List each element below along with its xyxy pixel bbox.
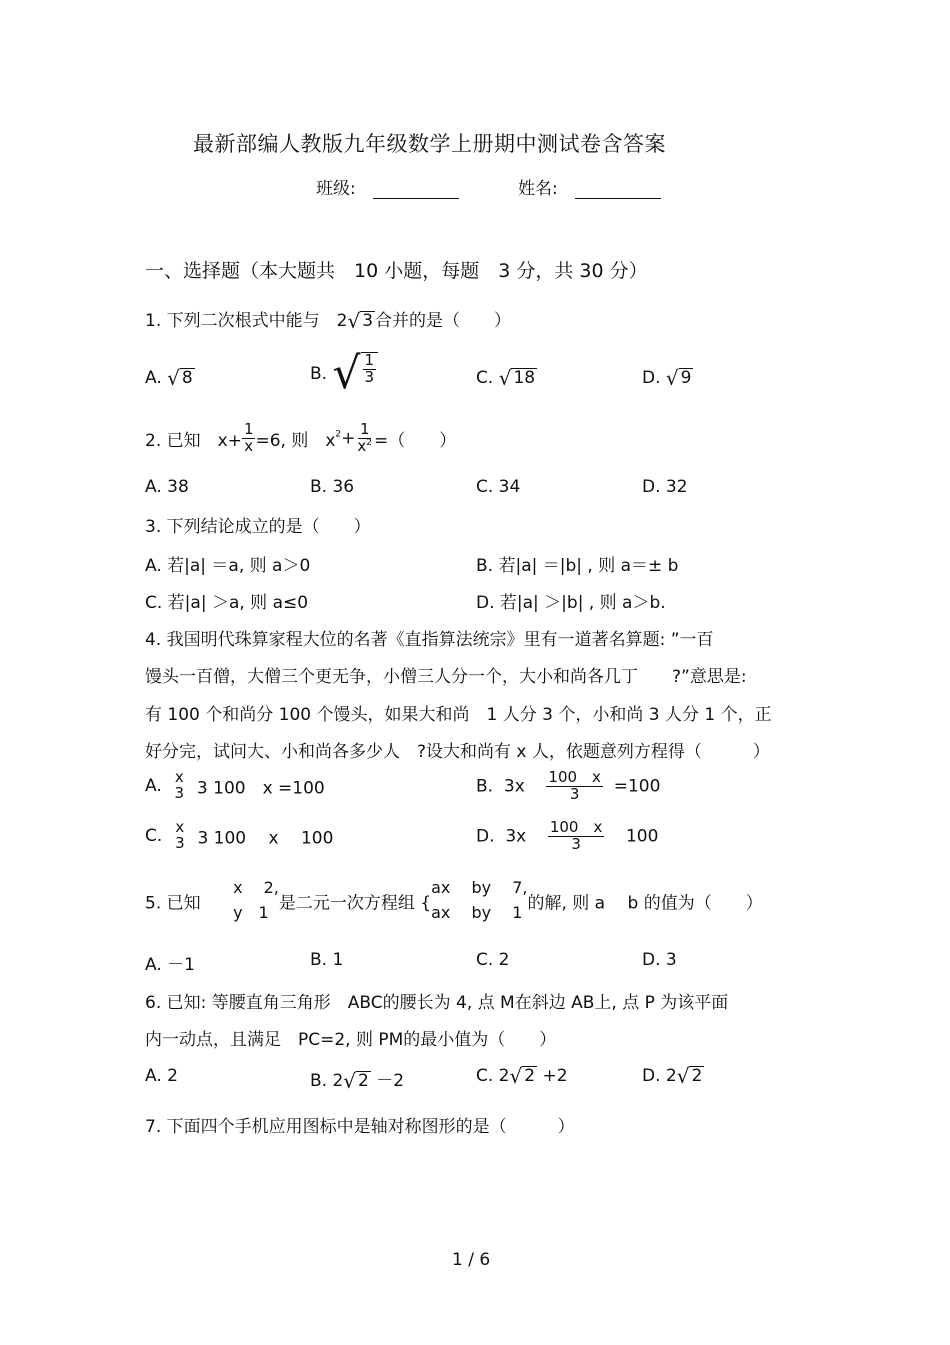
name-label: 姓名:	[518, 179, 558, 199]
q4-option-a: A. x 3 3 100 x =100	[145, 768, 325, 802]
page-number: 1 / 6	[452, 1250, 491, 1270]
question-3: 3. 下列结论成立的是（ ）	[145, 517, 371, 537]
name-blank	[575, 180, 661, 199]
sqrt-expr: √ 3	[347, 309, 374, 333]
q5-option-c: C. 2	[476, 950, 510, 970]
q6-option-c: C. 2 √ 2 +2	[476, 1064, 568, 1088]
q6-option-d: D. 2 √ 2	[642, 1064, 703, 1088]
q3-option-a: A. 若|a| ＝a, 则 a＞0	[145, 556, 311, 576]
question-4-line-2: 馒头一百僧，大僧三个更无争，小僧三人分一个，大小和尚各几丁 ?”意思是:	[145, 667, 747, 687]
question-7: 7. 下面四个手机应用图标中是轴对称图形的是（ ）	[145, 1117, 575, 1137]
class-blank	[373, 180, 459, 199]
q1-option-a: A. √ 8	[145, 366, 193, 390]
q3-option-c: C. 若|a| ＞a, 则 a≤0	[145, 593, 309, 613]
q5-option-a: A. －1	[145, 955, 195, 975]
q2-option-d: D. 32	[642, 477, 688, 497]
q2-option-b: B. 36	[310, 477, 355, 497]
section-heading: 一、选择题（本大题共 10 小题，每题 3 分，共 30 分）	[145, 260, 648, 282]
q6-option-b: B. 2 √ 2 －2	[310, 1069, 405, 1093]
q2-option-a: A. 38	[145, 477, 189, 497]
question-6-line-2: 内一动点，且满足 PC=2, 则 PM的最小值为（ ）	[145, 1030, 557, 1050]
question-6-line-1: 6. 已知: 等腰直角三角形 ABC的腰长为 4, 点 M在斜边 AB上, 点 P 为该平面	[145, 993, 729, 1013]
q1-option-c: C. √ 18	[476, 366, 536, 390]
question-1	[145, 306, 511, 331]
q3-option-d: D. 若|a| ＞|b| , 则 a＞b.	[476, 593, 666, 613]
q3-option-b: B. 若|a| ＝|b| , 则 a＝± b	[476, 556, 679, 576]
q1-option-b: B. √ $\frac{1}{3}$	[310, 352, 378, 396]
class-field	[316, 174, 459, 199]
q5-option-b: B. 1	[310, 950, 344, 970]
question-4-line-1: 4. 我国明代珠算家程大位的名著《直指算法统宗》里有一道著名算题: ”一百	[145, 630, 714, 650]
page-title: 最新部编人教版九年级数学上册期中测试卷含答案	[193, 132, 666, 156]
question-4-line-4: 好分完，试问大、小和尚各多少人 ?设大和尚有 x 人，依题意列方程得（ ）	[145, 742, 770, 762]
q4-option-d: D. 3x $\frac{100 x}{3}$ 100	[476, 818, 659, 853]
q5-option-d: D. 3	[642, 950, 677, 970]
q1-stem-end: 合并的是（ ）	[375, 311, 512, 331]
q1-option-d: D. √ 9	[642, 366, 692, 390]
class-label: 班级:	[316, 179, 356, 199]
q4-option-c: C. x 3 3 100 x 100	[145, 818, 334, 852]
question-4-line-3: 有 100 个和尚分 100 个馒头，如果大和尚 1 人分 3 个，小和尚 3 人分 1 个，正	[145, 705, 772, 725]
question-5: 5. 已知 x 2, y 1 是二元一次方程组 { ax by 7, ax by 1 的解, 则 a b 的值为（ ）	[145, 878, 763, 922]
q1-stem: 1. 下列二次根式中能与 2	[145, 311, 348, 331]
question-2: 2. 已知 x+ $\frac{1}{x}$ =6, 则 $x^2+$ $\frac{1}{x^2}$ =（ ）	[145, 420, 457, 455]
q6-option-a: A. 2	[145, 1066, 178, 1086]
q2-option-c: C. 34	[476, 477, 521, 497]
name-field	[518, 174, 661, 199]
q4-option-b: B. 3x $\frac{100 x}{3}$ =100	[476, 768, 661, 803]
